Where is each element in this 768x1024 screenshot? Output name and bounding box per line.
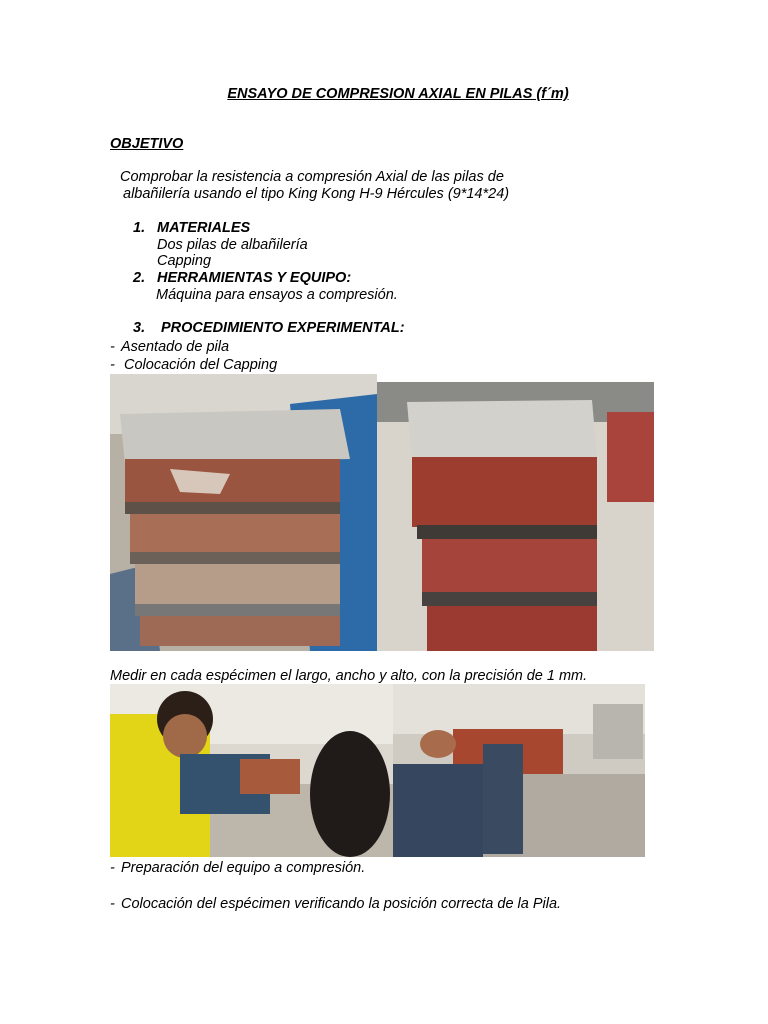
section-1-item-2: Capping xyxy=(157,253,212,269)
section-2-heading: HERRAMIENTAS Y EQUIPO: xyxy=(157,270,352,286)
dash-2: - xyxy=(110,357,115,373)
section-1-number: 1. xyxy=(133,220,146,236)
dash-3: - xyxy=(110,860,115,876)
section-3-number: 3. xyxy=(133,320,146,336)
procedure-step-1: Asentado de pila xyxy=(121,339,230,355)
dash-4: - xyxy=(110,896,115,912)
procedure-step-2: Colocación del Capping xyxy=(124,357,278,373)
procedure-step-3: Preparación del equipo a compresión. xyxy=(121,860,366,876)
photo-capped-pile-right xyxy=(377,382,654,651)
section-3-heading: PROCEDIMIENTO EXPERIMENTAL: xyxy=(161,320,405,336)
photo-measuring-right xyxy=(393,684,645,857)
procedure-step-4: Colocación del espécimen verificando la posición correcta de la Pila. xyxy=(121,896,562,912)
photo-capped-pile-left xyxy=(110,374,377,651)
document-title: ENSAYO DE COMPRESION AXIAL EN PILAS (f´m) xyxy=(227,86,569,102)
section-2-item-1: Máquina para ensayos a compresión. xyxy=(156,287,398,303)
objective-line-1: Comprobar la resistencia a compresión Axial de las pilas de xyxy=(120,169,504,185)
objective-heading: OBJETIVO xyxy=(110,136,184,152)
section-1-item-1: Dos pilas de albañilería xyxy=(157,237,308,253)
objective-line-2: albañilería usando el tipo King Kong H-9 Hércules (9*14*24) xyxy=(123,186,510,202)
section-2-number: 2. xyxy=(133,270,146,286)
photo-measuring-left xyxy=(110,684,393,857)
measure-instruction: Medir en cada espécimen el largo, ancho y alto, con la precisión de 1 mm. xyxy=(110,668,588,684)
dash-1: - xyxy=(110,339,115,355)
section-1-heading: MATERIALES xyxy=(157,220,251,236)
